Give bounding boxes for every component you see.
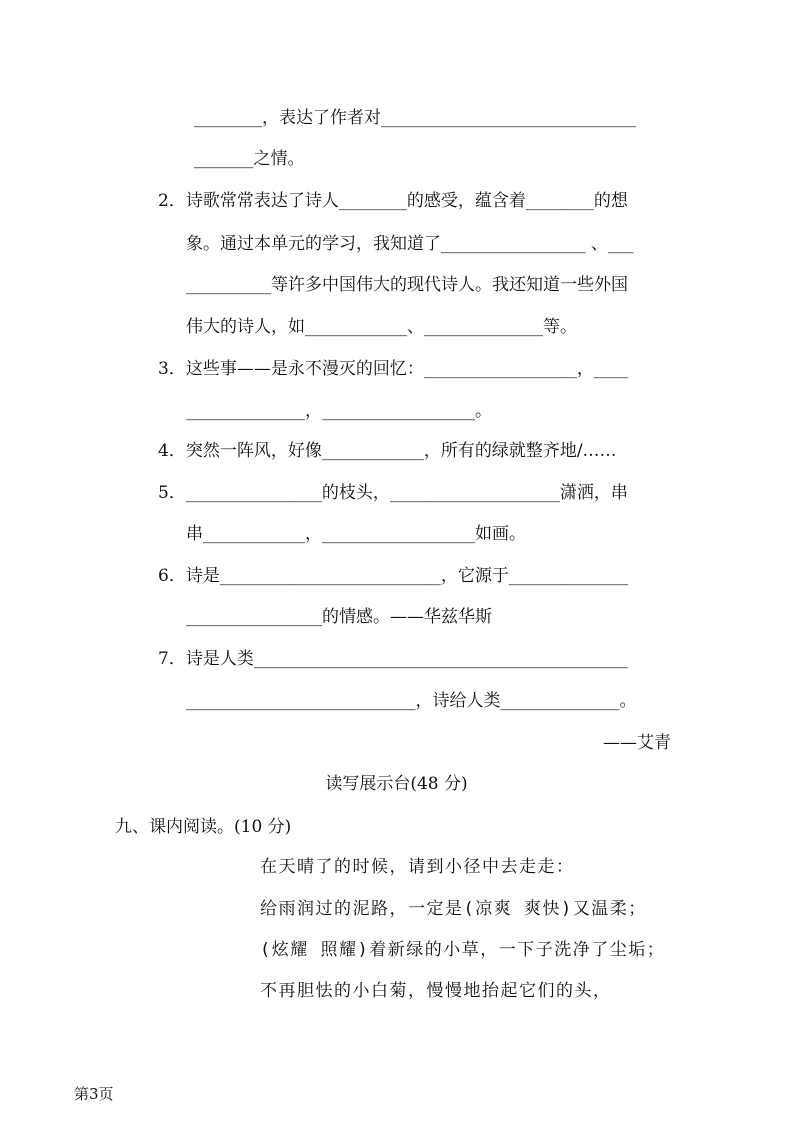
poem-line-3: (炫耀 照耀)着新绿的小草，一下子洗净了尘垢； [260,940,666,960]
poem-line-2: 给雨润过的泥路，一定是(凉爽 爽快)又温柔； [260,899,647,919]
question-2-line-4: 伟大的诗人，如____________、______________等。 [186,317,577,337]
question-6-line-1: 6．诗是__________________________，它源于______________ [158,566,628,586]
question-3-line-2: ______________，__________________。 [186,401,492,421]
quote-attribution: ——艾青 [603,733,671,753]
question-9-title: 九、课内阅读。(10 分) [115,817,292,837]
question-2-line-2: 象。通过本单元的学习，我知道了_________________ 、___ [186,234,634,254]
question-5-line-2: 串____________，__________________如画。 [186,524,526,544]
poem-line-4: 不再胆怯的小白菊，慢慢地抬起它们的头， [260,981,612,1001]
answer-line-1: ________，表达了作者对______________________________ [194,108,636,128]
question-7-line-2: ___________________________，诗给人类______________。 [186,691,637,711]
question-4-line-1: 4．突然一阵风，好像____________，所有的绿就整齐地/…… [158,441,617,461]
page-number: 第3页 [74,1085,114,1103]
answer-line-2: _______之情。 [194,149,305,169]
poem-line-1: 在天晴了的时候，请到小径中去走走： [260,857,575,877]
question-3-line-1: 3．这些事——是永不漫灭的回忆：__________________，____ [158,359,628,379]
question-6-line-2: ________________的情感。——华兹华斯 [186,607,492,627]
question-5-line-1: 5．________________的枝头，____________________潇洒，串 [158,483,628,503]
question-2-line-3: __________等许多中国伟大的现代诗人。我还知道一些外国 [186,275,628,295]
question-7-line-1: 7．诗是人类____________________________________________ [158,649,628,669]
question-2-line-1: 2．诗歌常常表达了诗人________的感受，蕴含着________的想 [158,191,628,211]
section-heading: 读写展示台(48 分) [325,774,468,794]
